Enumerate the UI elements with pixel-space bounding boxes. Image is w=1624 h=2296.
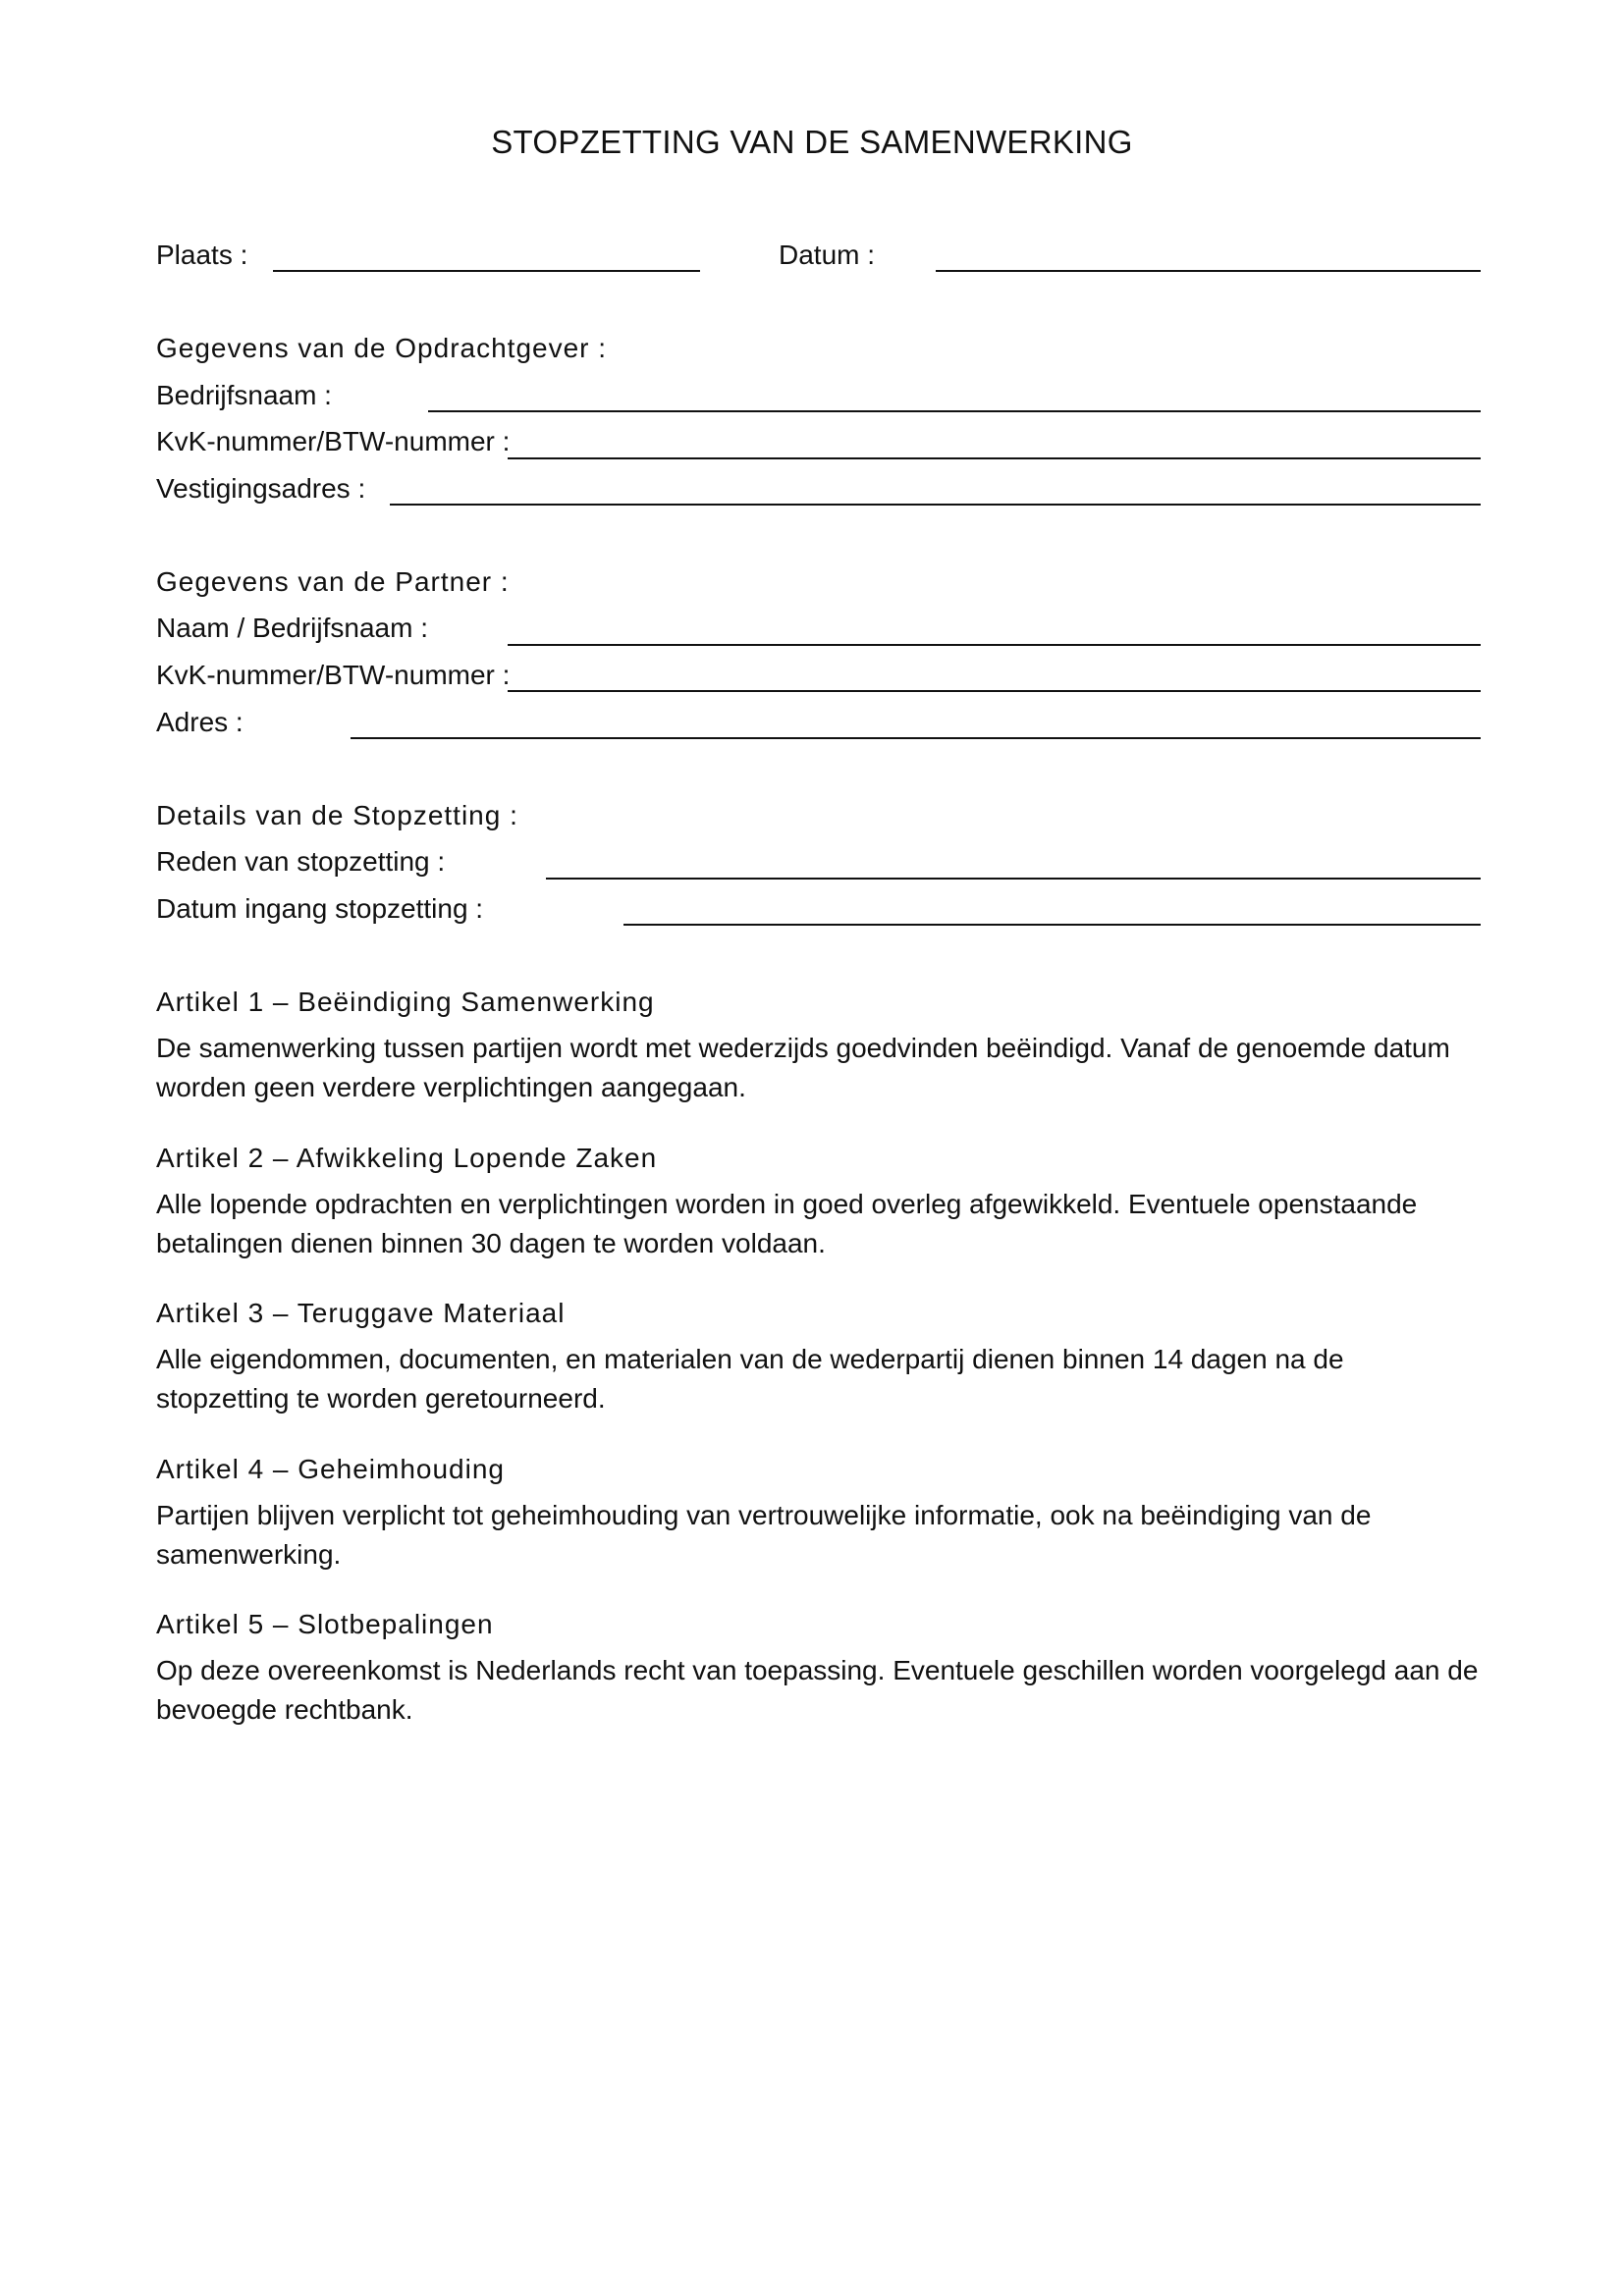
- article-5-heading: Artikel 5 – Slotbepalingen: [156, 1609, 494, 1639]
- partner-heading: Gegevens van de Partner :: [156, 566, 510, 597]
- opdrachtgever-bedrijfsnaam-line[interactable]: [428, 410, 1481, 412]
- opdrachtgever-bedrijfsnaam-label: Bedrijfsnaam :: [156, 380, 332, 410]
- opdrachtgever-kvk-line[interactable]: [508, 457, 1481, 459]
- stopzetting-heading: Details van de Stopzetting :: [156, 800, 518, 830]
- partner-kvk-line[interactable]: [508, 690, 1481, 692]
- opdrachtgever-heading: Gegevens van de Opdrachtgever :: [156, 333, 608, 363]
- datum-label: Datum :: [779, 240, 876, 270]
- partner-kvk-label: KvK-nummer/BTW-nummer :: [156, 660, 511, 690]
- article-4-body: Partijen blijven verplicht tot geheimhouding van vertrouwelijke informatie, ook na beëindiging van de samenwerking.: [156, 1500, 1372, 1570]
- plaats-input-line[interactable]: [273, 270, 700, 272]
- article-2-body: Alle lopende opdrachten en verplichtingen worden in goed overleg afgewikkeld. Eventuele openstaande betalingen dienen binnen 30 dagen te worden voldaan.: [156, 1189, 1418, 1258]
- plaats-label: Plaats :: [156, 240, 248, 270]
- opdrachtgever-adres-label: Vestigingsadres :: [156, 473, 366, 504]
- article-1-heading: Artikel 1 – Beëindiging Samenwerking: [156, 987, 655, 1017]
- partner-adres-line[interactable]: [351, 737, 1481, 739]
- article-2-heading: Artikel 2 – Afwikkeling Lopende Zaken: [156, 1143, 658, 1173]
- partner-naam-line[interactable]: [508, 644, 1481, 646]
- article-4-heading: Artikel 4 – Geheimhouding: [156, 1454, 505, 1484]
- stopzetting-datum-line[interactable]: [623, 924, 1481, 926]
- opdrachtgever-kvk-label: KvK-nummer/BTW-nummer :: [156, 426, 511, 456]
- article-1-body: De samenwerking tussen partijen wordt met wederzijds goedvinden beëindigd. Vanaf de genoemde datum worden geen verdere verplichtingen aangegaan.: [156, 1033, 1450, 1102]
- datum-input-line[interactable]: [936, 270, 1481, 272]
- stopzetting-datum-label: Datum ingang stopzetting :: [156, 893, 484, 924]
- opdrachtgever-adres-line[interactable]: [390, 504, 1481, 506]
- document-title: STOPZETTING VAN DE SAMENWERKING: [491, 124, 1133, 160]
- partner-adres-label: Adres :: [156, 707, 244, 737]
- article-3-heading: Artikel 3 – Teruggave Materiaal: [156, 1298, 566, 1328]
- partner-naam-label: Naam / Bedrijfsnaam :: [156, 613, 428, 643]
- stopzetting-reden-line[interactable]: [546, 878, 1481, 880]
- article-5-body: Op deze overeenkomst is Nederlands recht van toepassing. Eventuele geschillen worden voorgelegd aan de bevoegde rechtbank.: [156, 1655, 1479, 1725]
- stopzetting-reden-label: Reden van stopzetting :: [156, 846, 446, 877]
- article-3-body: Alle eigendommen, documenten, en materialen van de wederpartij dienen binnen 14 dagen na de stopzetting te worden geretourneerd.: [156, 1344, 1344, 1414]
